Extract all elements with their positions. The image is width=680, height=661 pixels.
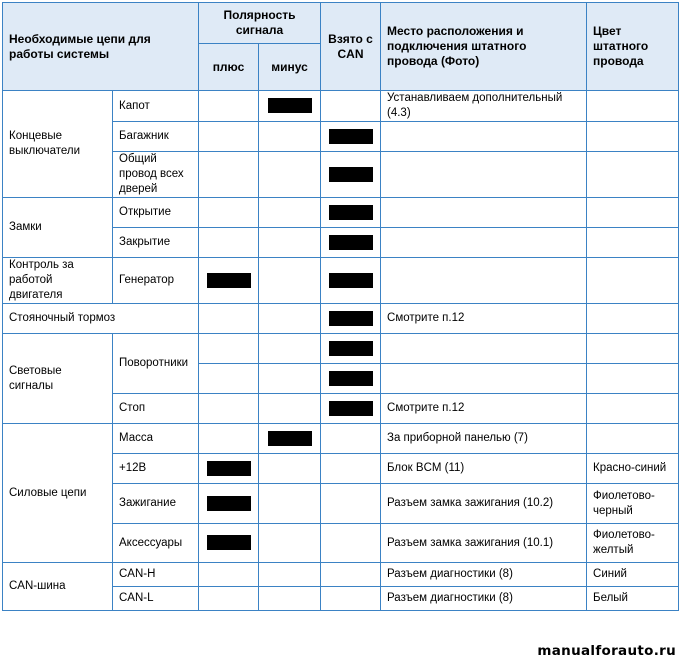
can-cell <box>321 198 381 228</box>
redacted-block <box>329 235 373 250</box>
table-row <box>3 258 679 304</box>
minus-cell <box>259 454 321 484</box>
can-cell <box>321 454 381 484</box>
minus-cell <box>259 364 321 394</box>
plus-cell <box>199 454 259 484</box>
circuit-group: Световые сигналы <box>3 334 113 424</box>
can-cell <box>321 587 381 611</box>
location-cell <box>381 228 587 258</box>
header-can: Взято с CAN <box>321 3 381 91</box>
location-cell: Смотрите п.12 <box>381 394 587 424</box>
redacted-block <box>329 371 373 386</box>
circuit-sub: +12В <box>113 454 199 484</box>
circuit-sub: Закрытие <box>113 228 199 258</box>
minus-cell <box>259 122 321 152</box>
plus-cell <box>199 304 259 334</box>
can-cell <box>321 152 381 198</box>
can-cell <box>321 394 381 424</box>
minus-cell <box>259 152 321 198</box>
plus-cell <box>199 587 259 611</box>
circuit-sub: Стоп <box>113 394 199 424</box>
header-circuits: Необходимые цепи для работы системы <box>3 3 199 91</box>
location-cell <box>381 258 587 304</box>
can-cell <box>321 122 381 152</box>
redacted-block <box>268 98 312 113</box>
can-cell <box>321 334 381 364</box>
minus-cell <box>259 258 321 304</box>
location-cell: За приборной панелью (7) <box>381 424 587 454</box>
redacted-block <box>329 401 373 416</box>
minus-cell <box>259 228 321 258</box>
color-cell: Синий <box>587 563 679 587</box>
circuit-sub: Масса <box>113 424 199 454</box>
circuit-sub: CAN-L <box>113 587 199 611</box>
color-cell: Фиолетово-черный <box>587 484 679 524</box>
circuit-sub: Поворотники <box>113 334 199 394</box>
minus-cell <box>259 563 321 587</box>
color-cell <box>587 198 679 228</box>
table-row <box>3 334 679 364</box>
plus-cell <box>199 563 259 587</box>
color-cell <box>587 424 679 454</box>
plus-cell <box>199 228 259 258</box>
minus-cell <box>259 198 321 228</box>
color-cell <box>587 122 679 152</box>
color-cell: Белый <box>587 587 679 611</box>
circuit-sub: Аксессуары <box>113 524 199 563</box>
plus-cell <box>199 198 259 228</box>
can-cell <box>321 304 381 334</box>
color-cell <box>587 228 679 258</box>
table-body <box>3 91 679 611</box>
minus-cell <box>259 91 321 122</box>
location-cell <box>381 152 587 198</box>
plus-cell <box>199 334 259 364</box>
circuit-group: Концевые выключатели <box>3 91 113 198</box>
plus-cell <box>199 424 259 454</box>
can-cell <box>321 524 381 563</box>
location-cell: Разъем замка зажигания (10.1) <box>381 524 587 563</box>
can-cell <box>321 258 381 304</box>
circuit-group: CAN-шина <box>3 563 113 611</box>
circuit-sub: Открытие <box>113 198 199 228</box>
redacted-block <box>268 431 312 446</box>
minus-cell <box>259 484 321 524</box>
location-cell <box>381 364 587 394</box>
plus-cell <box>199 364 259 394</box>
plus-cell <box>199 484 259 524</box>
circuit-group: Стояночный тормоз <box>3 304 199 334</box>
header-color: Цвет штатного провода <box>587 3 679 91</box>
table-row <box>3 304 679 334</box>
circuit-group: Контроль за работой двигателя <box>3 258 113 304</box>
color-cell <box>587 364 679 394</box>
color-cell <box>587 91 679 122</box>
site-watermark: manualforauto.ru <box>537 643 676 659</box>
color-cell <box>587 152 679 198</box>
circuit-group: Силовые цепи <box>3 424 113 563</box>
table-row <box>3 91 679 122</box>
color-cell <box>587 394 679 424</box>
minus-cell <box>259 334 321 364</box>
circuit-sub: CAN-H <box>113 563 199 587</box>
color-cell <box>587 258 679 304</box>
circuit-sub: Зажигание <box>113 484 199 524</box>
can-cell <box>321 228 381 258</box>
table-row <box>3 198 679 228</box>
redacted-block <box>329 311 373 326</box>
color-cell <box>587 304 679 334</box>
location-cell <box>381 198 587 228</box>
minus-cell <box>259 424 321 454</box>
redacted-block <box>329 167 373 182</box>
minus-cell <box>259 524 321 563</box>
circuit-sub: Капот <box>113 91 199 122</box>
circuit-group: Замки <box>3 198 113 258</box>
location-cell <box>381 122 587 152</box>
circuit-sub: Генератор <box>113 258 199 304</box>
color-cell: Фиолетово-желтый <box>587 524 679 563</box>
location-cell: Блок BCM (11) <box>381 454 587 484</box>
redacted-block <box>207 535 251 550</box>
circuit-sub: Багажник <box>113 122 199 152</box>
redacted-block <box>207 496 251 511</box>
minus-cell <box>259 304 321 334</box>
plus-cell <box>199 152 259 198</box>
can-cell <box>321 484 381 524</box>
location-cell: Разъем диагностики (8) <box>381 587 587 611</box>
wiring-table <box>2 2 679 611</box>
header-location: Место расположения и подключения штатного провода (Фото) <box>381 3 587 91</box>
redacted-block <box>329 129 373 144</box>
plus-cell <box>199 91 259 122</box>
table-row <box>3 563 679 587</box>
location-cell: Разъем диагностики (8) <box>381 563 587 587</box>
header-minus: минус <box>259 44 321 91</box>
plus-cell <box>199 258 259 304</box>
minus-cell <box>259 587 321 611</box>
can-cell <box>321 91 381 122</box>
redacted-block <box>207 461 251 476</box>
location-cell: Разъем замка зажигания (10.2) <box>381 484 587 524</box>
header-plus: плюс <box>199 44 259 91</box>
plus-cell <box>199 122 259 152</box>
location-cell: Смотрите п.12 <box>381 304 587 334</box>
color-cell <box>587 334 679 364</box>
circuit-sub: Общий провод всех дверей <box>113 152 199 198</box>
plus-cell <box>199 524 259 563</box>
redacted-block <box>329 205 373 220</box>
redacted-block <box>207 273 251 288</box>
can-cell <box>321 563 381 587</box>
minus-cell <box>259 394 321 424</box>
can-cell <box>321 364 381 394</box>
redacted-block <box>329 273 373 288</box>
header-polarity: Полярность сигнала <box>199 3 321 44</box>
table-row <box>3 424 679 454</box>
plus-cell <box>199 394 259 424</box>
can-cell <box>321 424 381 454</box>
location-cell <box>381 334 587 364</box>
wiring-table-container <box>2 2 679 611</box>
color-cell: Красно-синий <box>587 454 679 484</box>
location-cell: Устанавливаем дополнительный (4.3) <box>381 91 587 122</box>
redacted-block <box>329 341 373 356</box>
